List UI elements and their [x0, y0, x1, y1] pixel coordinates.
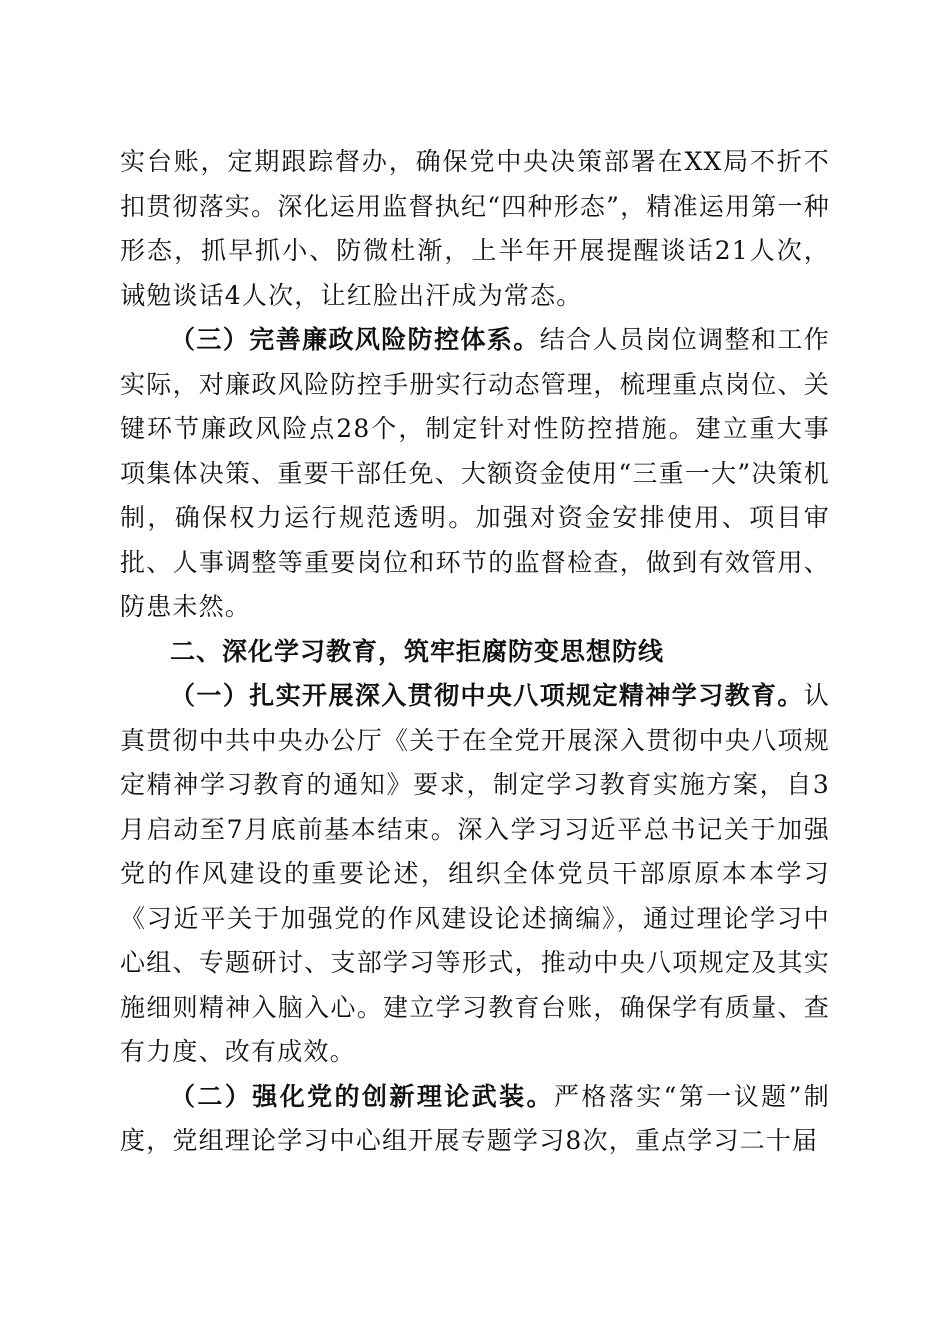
paragraph-text: 认真贯彻中共中央办公厅《关于在全党开展深入贯彻中央八项规定精神学习教育的通知》要求，制定学习教育实施方案，自3月启动至7月底前基本结束。深入学习习近平总书记关于加强党的作风建设的重要论述，组织全体党员干部原原本本学习《习近平关于加强党的作风建设论述摘编》，通过理论学习中心组、专题研讨、支部学习等形式，推动中央八项规定及其实施细则精神入脑入心。建立学习教育台账，确保学有质量、查有力度、改有成效。 [120, 681, 830, 1066]
document-body [120, 140, 830, 1164]
paragraph-lead: （二）强化党的创新理论武装。 [170, 1081, 554, 1111]
section-heading: 二、深化学习教育，筑牢拒腐防变思想防线 [170, 636, 665, 666]
paragraph-text: 实台账，定期跟踪督办，确保党中央决策部署在XX局不折不扣贯彻落实。深化运用监督执纪“四种形态”，精准运用第一种形态，抓早抓小、防微杜渐，上半年开展提醒谈话21人次，诫勉谈话4人次，让红脸出汗成为常态。 [120, 147, 830, 310]
paragraph-study-education [120, 674, 830, 1075]
paragraph-continuation [120, 140, 830, 318]
paragraph-text: 严格落实“第一议题”制度，党组理论学习中心组开展专题学习8次，重点学习二十届 [120, 1081, 830, 1155]
paragraph-risk-control [120, 318, 830, 630]
paragraph-lead: （一）扎实开展深入贯彻中央八项规定精神学习教育。 [170, 681, 804, 710]
paragraph-text: 结合人员岗位调整和工作实际，对廉政风险防控手册实行动态管理，梳理重点岗位、关键环节廉政风险点28个，制定针对性防控措施。建立重大事项集体决策、重要干部任免、大额资金使用“三重一大”决策机制，确保权力运行规范透明。加强对资金安排使用、项目审批、人事调整等重要岗位和环节的监督检查，做到有效管用、防患未然。 [120, 325, 830, 621]
paragraph-lead: （三）完善廉政风险防控体系。 [170, 325, 540, 354]
paragraph-theory-arming [120, 1075, 830, 1164]
